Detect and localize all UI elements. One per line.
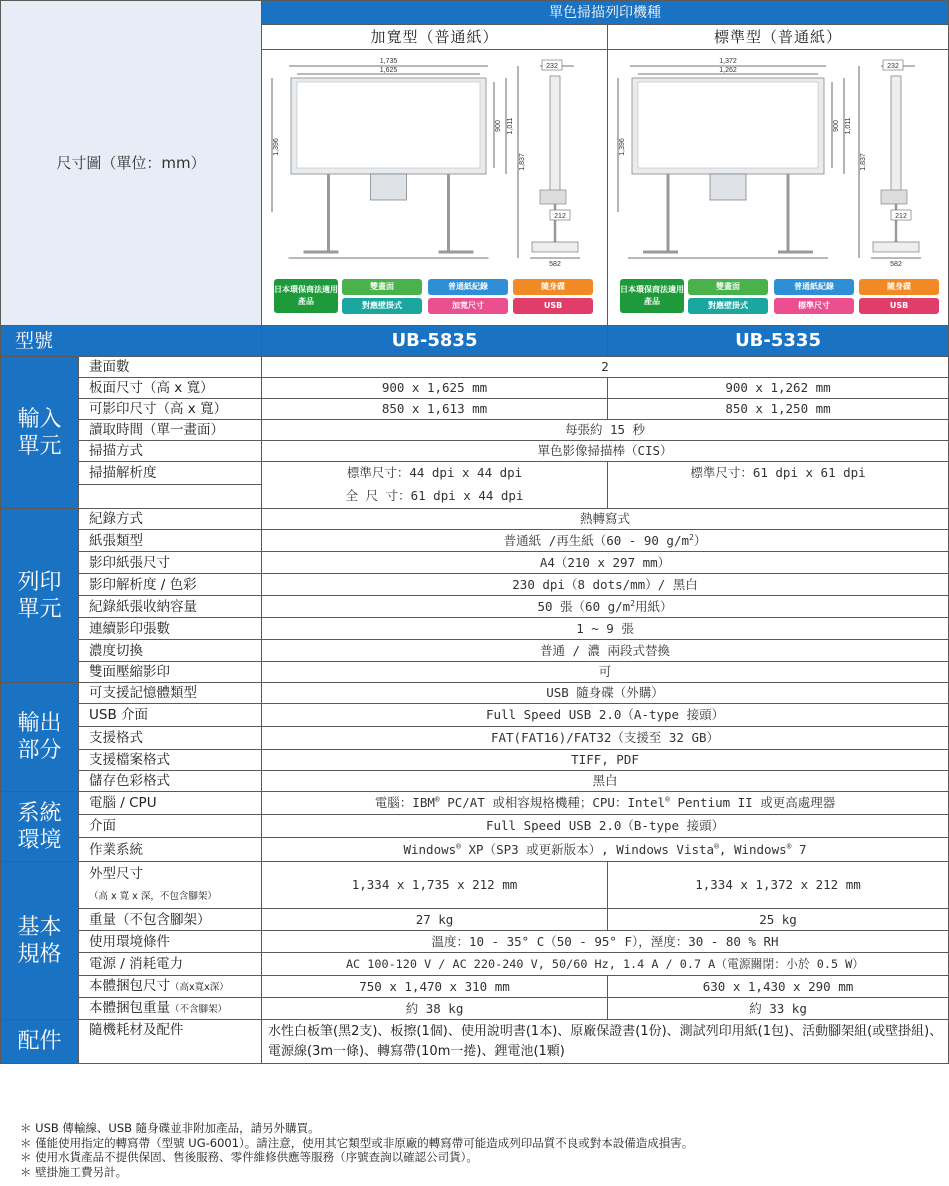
row-label: 雙面壓縮影印 [79,662,262,683]
row-label: 掃描方式 [79,441,262,462]
row-label: 可支援記憶體類型 [79,683,262,704]
row-value: 1 ~ 9 張 [262,618,949,640]
section-label: 基本 規格 [17,914,62,967]
row-value: 約 33 kg [608,998,949,1020]
row-value: 1,334 x 1,735 x 212 mm [262,862,608,909]
section-input [1,357,79,509]
section-print [1,509,79,683]
row-label: 紀錄方式 [79,509,262,530]
row-value: USB 隨身碟（外購） [262,683,949,704]
row-value: FAT(FAT16)/FAT32（支援至 32 GB） [262,727,949,750]
feature-badge: 日本環保商法適用產品 [274,279,338,313]
feature-badge: 隨身碟 [859,279,939,295]
row-value: 每張約 15 秒 [262,420,949,441]
row-value: 普通紙 /再生紙（60 - 90 $g/m^2$） [262,530,949,552]
footnotes [20,1121,693,1179]
row-value: A4（210 x 297 mm） [262,552,949,574]
printer-unit [371,174,407,200]
section-output [1,683,79,792]
row-value: 電腦：IBM® PC/AT 或相容規格機種；CPU：Intel® Pentium II 或更高處理器 [262,792,949,815]
side-printer [881,190,907,204]
row-label: 紙張類型 [79,530,262,552]
board-height-label: 900 [833,120,841,132]
row-label: 支援格式 [79,727,262,750]
row-label: 使用環境條件 [79,931,262,953]
depth-label: 232 [546,63,558,70]
side-height-label: 1,837 [519,153,527,171]
row-value: 850 x 1,250 mm [608,399,949,420]
footnote: ＊ 使用水貨產品不提供保固、售後服務、零件維修供應等服務（序號查詢以確認公司貨）。 [20,1150,478,1164]
feature-badge: 隨身碟 [513,279,593,295]
row-value: 熱轉寫式 [262,509,949,530]
row-label: 連續影印張數 [79,618,262,640]
base-label: 582 [549,261,561,268]
row-label: 外型尺寸 （高 x 寬 x 深，不包含腳架） [79,862,262,909]
row-value: 單色影像掃描棒（CIS） [262,441,949,462]
row-label: 本體捆包尺寸（高x寬x深） [79,976,262,998]
height-total-label: 1,396 [619,138,627,156]
model-label: 型號 [1,326,262,357]
frame-height-label: 1,011 [507,117,515,135]
footnote: ＊ 壁掛施工費另計。 [20,1164,128,1179]
feature-badge: 對應壁掛式 [342,298,422,314]
feature-badge: 標準尺寸 [774,298,854,314]
feature-badge: 對應壁掛式 [688,298,768,314]
model-standard: UB-5335 [608,326,949,357]
dimension-drawing [262,52,608,268]
width-board-label: 1,625 [379,67,398,74]
board-surface [638,82,818,168]
section-system [1,792,79,862]
row-label: 紀錄紙張收納容量 [79,596,262,618]
row-label: 隨機耗材及配件 [79,1020,262,1064]
row-label: 畫面數 [79,357,262,378]
row-label: 本體捆包重量（不含腳架） [79,998,262,1020]
section-basic [1,862,79,1020]
row-value: 230 dpi（8 dots/mm）/ 黑白 [262,574,949,596]
dimension-label: 尺寸圖（單位：mm） [1,1,262,326]
width-total-label: 1,372 [719,58,737,65]
row-value: 約 38 kg [262,998,608,1020]
side-board [550,76,560,196]
section-accessories: 配件 [1,1020,79,1064]
row-value: 1,334 x 1,372 x 212 mm [608,862,949,909]
row-value: 全 尺 寸：61 dpi x 44 dpi [262,485,608,509]
table-title: 單色掃描列印機種 [262,1,949,25]
side-height-label: 1,837 [860,153,868,171]
row-label: 重量（不包含腳架） [79,909,262,931]
row-value: 2 [262,357,949,378]
row-label: 電腦 / CPU [79,792,262,815]
width-board-label: 1,262 [719,67,737,74]
row-value: 750 x 1,470 x 310 mm [262,976,608,998]
row-value: 900 x 1,625 mm [262,378,608,399]
section-label: 輸入 單元 [17,406,62,459]
wide-dimension-diagram [262,50,608,326]
width-total-label: 1,735 [379,58,398,65]
board-height-label: 900 [495,120,503,132]
base [532,242,578,252]
row-value: 630 x 1,430 x 290 mm [608,976,949,998]
feature-badge: 雙畫面 [688,279,768,295]
dimension-drawing [608,52,949,268]
frame-height-label: 1,011 [845,117,853,135]
row-label: 讀取時間（單一畫面） [79,420,262,441]
board-surface [297,82,480,168]
row-value: 普通 / 濃 兩段式替換 [262,640,949,662]
row-value: 25 kg [608,909,949,931]
feature-badge: 普通紙紀錄 [774,279,854,295]
row-label: 影印解析度 / 色彩 [79,574,262,596]
base [873,242,919,252]
side-board [891,76,901,196]
wide-type-title: 加寬型（普通紙） [262,25,608,50]
foot-label: 212 [554,213,566,220]
feature-badge: 日本環保商法適用產品 [620,279,684,313]
row-value: 可 [262,662,949,683]
row-value: Full Speed USB 2.0（B-type 接頭） [262,815,949,838]
model-wide: UB-5835 [262,326,608,357]
standard-type-title: 標準型（普通紙） [608,25,949,50]
row-label: USB 介面 [79,704,262,727]
row-value: 900 x 1,262 mm [608,378,949,399]
side-printer [540,190,566,204]
row-value: AC 100-120 V / AC 220-240 V, 50/60 Hz, 1.4 A / 0.7 A（電源關閉：小於 0.5 W） [262,953,949,976]
row-value: 水性白板筆(黑2支)、板擦(1個)、使用說明書(1本)、原廠保證書(1份)、測試列印用紙(1包)、活動腳架組(或壁掛組)、電源線(3m一條)、轉寫帶(10m一捲)、鋰電池(1顆) [262,1020,949,1064]
section-label: 輸出 部分 [17,711,62,763]
row-value: Full Speed USB 2.0（A-type 接頭） [262,704,949,727]
foot-label: 212 [895,213,907,220]
row-value: 黑白 [262,771,949,792]
row-label: 濃度切換 [79,640,262,662]
feature-badge: 加寬尺寸 [428,298,508,314]
feature-badge: 普通紙紀錄 [428,279,508,295]
printer-unit [710,174,746,200]
row-value: 溫度：10 - 35° C（50 - 95° F），溼度：30 - 80 % RH [262,931,949,953]
row-label: 作業系統 [79,838,262,862]
row-value: Windows® XP（SP3 或更新版本）, Windows Vista®, Windows® 7 [262,838,949,862]
depth-label: 232 [887,63,899,70]
row-value: 50 張（60 $g/m^2$用紙） [262,596,949,618]
row-label: 掃描解析度 [79,462,262,485]
section-label: 列印 單元 [17,569,62,622]
row-label: 介面 [79,815,262,838]
feature-badge: 雙畫面 [342,279,422,295]
base-label: 582 [890,261,902,268]
row-label: 儲存色彩格式 [79,771,262,792]
row-label: 可影印尺寸（高 x 寬） [79,399,262,420]
row-value: 850 x 1,613 mm [262,399,608,420]
section-label: 系統 環境 [17,800,62,853]
row-label: 支援檔案格式 [79,750,262,771]
row-label: 電源 / 消耗電力 [79,953,262,976]
height-total-label: 1,396 [273,138,281,156]
footnote: ＊ 僅能使用指定的轉寫帶（型號 UG-6001）。請注意，使用其它類型或非原廠的轉寫帶可能造成列印品質不良或對本設備造成損害。 [20,1135,694,1150]
row-label: 影印紙張尺寸 [79,552,262,574]
feature-badge: USB [513,298,593,314]
feature-badge: USB [859,298,939,314]
row-value: 標準尺寸：44 dpi x 44 dpi [262,462,608,485]
row-value: TIFF, PDF [262,750,949,771]
row-value: 27 kg [262,909,608,931]
standard-dimension-diagram [608,50,949,326]
footnote: ＊ USB 傳輸線、USB 隨身碟並非附加產品，請另外購買。 [20,1121,320,1135]
row-label: 板面尺寸（高 x 寬） [79,378,262,399]
row-value: 標準尺寸：61 dpi x 61 dpi [608,462,949,485]
